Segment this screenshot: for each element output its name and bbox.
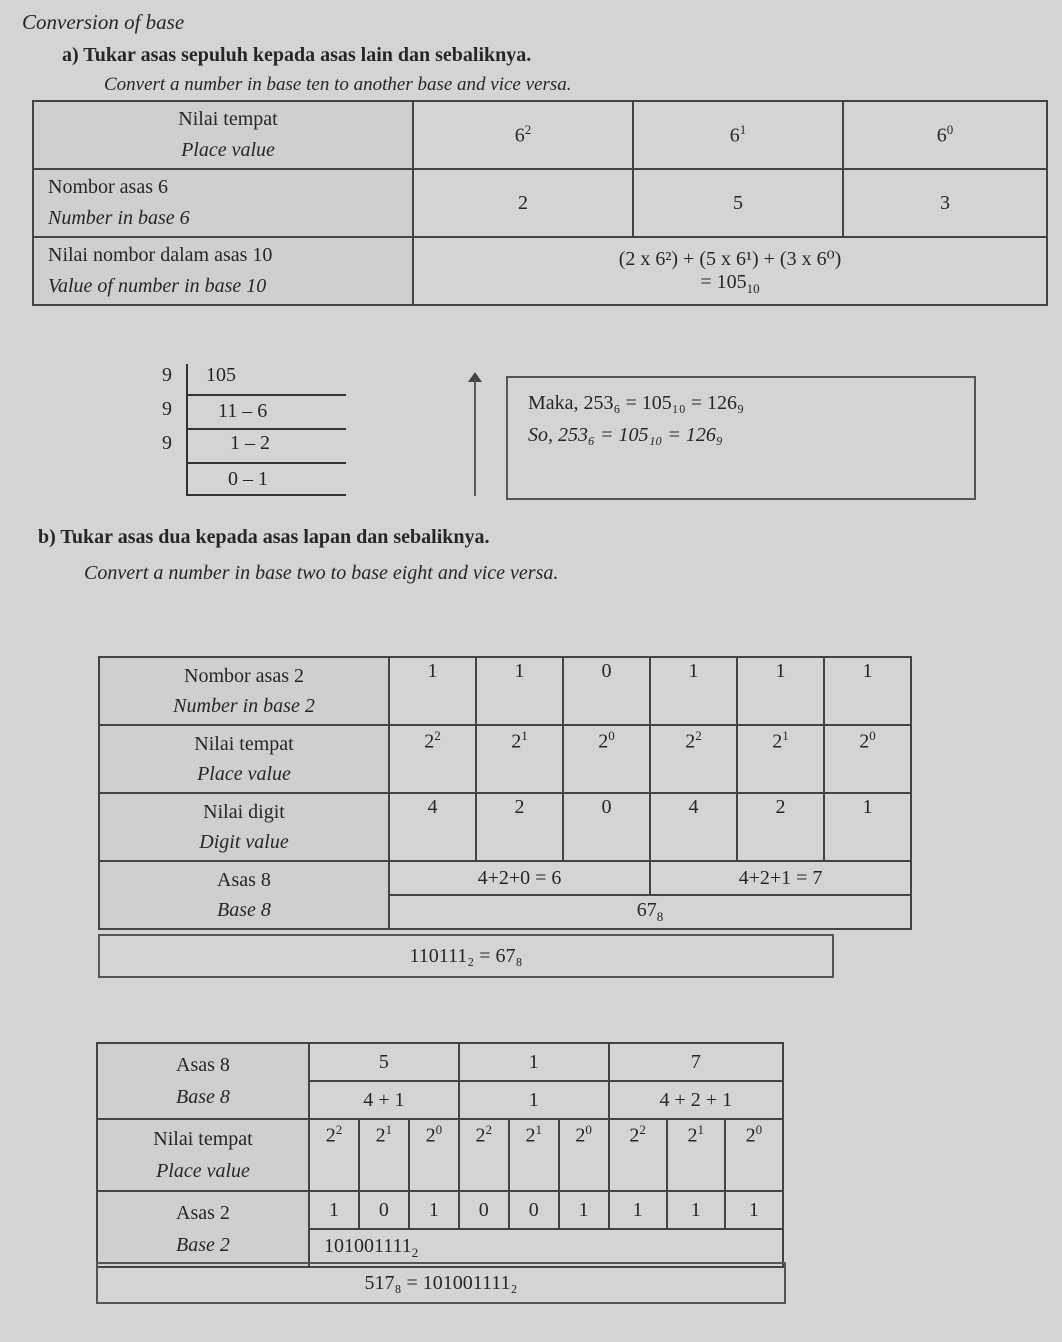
division-row: 105 <box>206 364 236 386</box>
base6-table <box>32 100 1048 306</box>
bit-cell: 1 <box>667 1191 725 1229</box>
arrow-shaft <box>474 380 476 496</box>
octal-sum: 4 + 2 + 1 <box>609 1081 783 1119</box>
base8-header: Asas 8 Base 8 <box>99 861 389 929</box>
place-value-cell: $2^0$ <box>725 1119 783 1191</box>
place-value-cell: $2^1$ <box>359 1119 409 1191</box>
base8-header: Asas 8 Base 8 <box>97 1043 309 1119</box>
place-value-header: Nilai tempat Place value <box>97 1119 309 1191</box>
bit-cell: 1 <box>559 1191 609 1229</box>
place-value-cell: $6^2$ <box>413 101 633 169</box>
bit-cell: 1 <box>476 657 563 725</box>
octal-to-binary-summary: 517₈ = 101001111₂ <box>96 1262 786 1304</box>
base6-number-header: Nombor asas 6 Number in base 6 <box>33 169 413 237</box>
digit-value-cell: 2 <box>476 793 563 861</box>
division-row: 11 – 6 <box>218 400 268 422</box>
bit-cell: 1 <box>409 1191 459 1229</box>
digit-value-cell: 0 <box>563 793 650 861</box>
octal-digit: 5 <box>309 1043 459 1081</box>
digit-value-header: Nilai digit Digit value <box>99 793 389 861</box>
part-a-heading: a) Tukar asas sepuluh kepada asas lain dan sebaliknya. <box>62 44 532 66</box>
digit-value-cell: 4 <box>389 793 476 861</box>
place-value-cell: $2^1$ <box>509 1119 559 1191</box>
octal-digit: 7 <box>609 1043 783 1081</box>
group-sum: 4+2+0 = 6 <box>389 861 650 895</box>
place-value-cell: $2^0$ <box>409 1119 459 1191</box>
place-value-cell: $2^2$ <box>459 1119 509 1191</box>
place-value-cell: $2^2$ <box>650 725 737 793</box>
part-b-heading-en: Convert a number in base two to base eight and vice versa. <box>84 562 559 584</box>
divisor: 9 <box>162 364 172 386</box>
bit-cell: 0 <box>509 1191 559 1229</box>
bit-cell: 0 <box>563 657 650 725</box>
page-title: Conversion of base <box>22 10 185 34</box>
base8-to-base2-table <box>96 1042 784 1268</box>
place-value-header: Nilai tempat Place value <box>33 101 413 169</box>
base10-value-header: Nilai nombor dalam asas 10 Value of number in base 10 <box>33 237 413 305</box>
place-value-header: Nilai tempat Place value <box>99 725 389 793</box>
bit-cell: 1 <box>609 1191 667 1229</box>
part-b-heading: b) Tukar asas dua kepada asas lapan dan sebaliknya. <box>38 526 490 548</box>
digit-value-cell: 4 <box>650 793 737 861</box>
bit-cell: 1 <box>650 657 737 725</box>
place-value-cell: $2^2$ <box>309 1119 359 1191</box>
place-value-cell: $2^1$ <box>667 1119 725 1191</box>
place-value-cell: $2^2$ <box>609 1119 667 1191</box>
place-value-cell: $2^1$ <box>476 725 563 793</box>
octal-sum: 1 <box>459 1081 609 1119</box>
conclusion-en: So, 253₆ = 105₁₀ = 126₉ <box>528 424 723 446</box>
base6-digit: 2 <box>413 169 633 237</box>
place-value-cell: $2^0$ <box>563 725 650 793</box>
bit-cell: 1 <box>725 1191 783 1229</box>
part-a-heading-en: Convert a number in base ten to another base and vice versa. <box>104 74 572 95</box>
bit-cell: 1 <box>824 657 911 725</box>
place-value-cell: $2^2$ <box>389 725 476 793</box>
place-value-cell: $6^1$ <box>633 101 843 169</box>
divisor: 9 <box>162 398 172 420</box>
base2-to-base8-table <box>98 656 912 930</box>
division-row: 1 – 2 <box>230 432 270 454</box>
bit-cell: 1 <box>389 657 476 725</box>
place-value-cell: $2^0$ <box>824 725 911 793</box>
base8-result: $67_8$ <box>389 895 911 929</box>
base6-digit: 5 <box>633 169 843 237</box>
base2-header: Asas 2 Base 2 <box>97 1191 309 1267</box>
base10-expansion: (2 x 6²) + (5 x 6¹) + (3 x 6⁰) = $105_{10}$ <box>413 237 1047 305</box>
digit-value-cell: 1 <box>824 793 911 861</box>
place-value-cell: $6^0$ <box>843 101 1047 169</box>
bit-cell: 1 <box>737 657 824 725</box>
bit-cell: 0 <box>359 1191 409 1229</box>
division-row: 0 – 1 <box>228 468 268 490</box>
bit-cell: 1 <box>309 1191 359 1229</box>
group-sum: 4+2+1 = 7 <box>650 861 911 895</box>
place-value-cell: $2^1$ <box>737 725 824 793</box>
binary-result: $101001111_2$ <box>309 1229 783 1267</box>
binary-to-octal-summary: 110111₂ = 67₈ <box>98 934 834 978</box>
conclusion-ms: Maka, 253₆ = 105₁₀ = 126₉ <box>528 392 744 414</box>
base6-digit: 3 <box>843 169 1047 237</box>
divisor: 9 <box>162 432 172 454</box>
place-value-cell: $2^0$ <box>559 1119 609 1191</box>
octal-sum: 4 + 1 <box>309 1081 459 1119</box>
digit-value-cell: 2 <box>737 793 824 861</box>
base2-number-header: Nombor asas 2 Number in base 2 <box>99 657 389 725</box>
bit-cell: 0 <box>459 1191 509 1229</box>
octal-digit: 1 <box>459 1043 609 1081</box>
